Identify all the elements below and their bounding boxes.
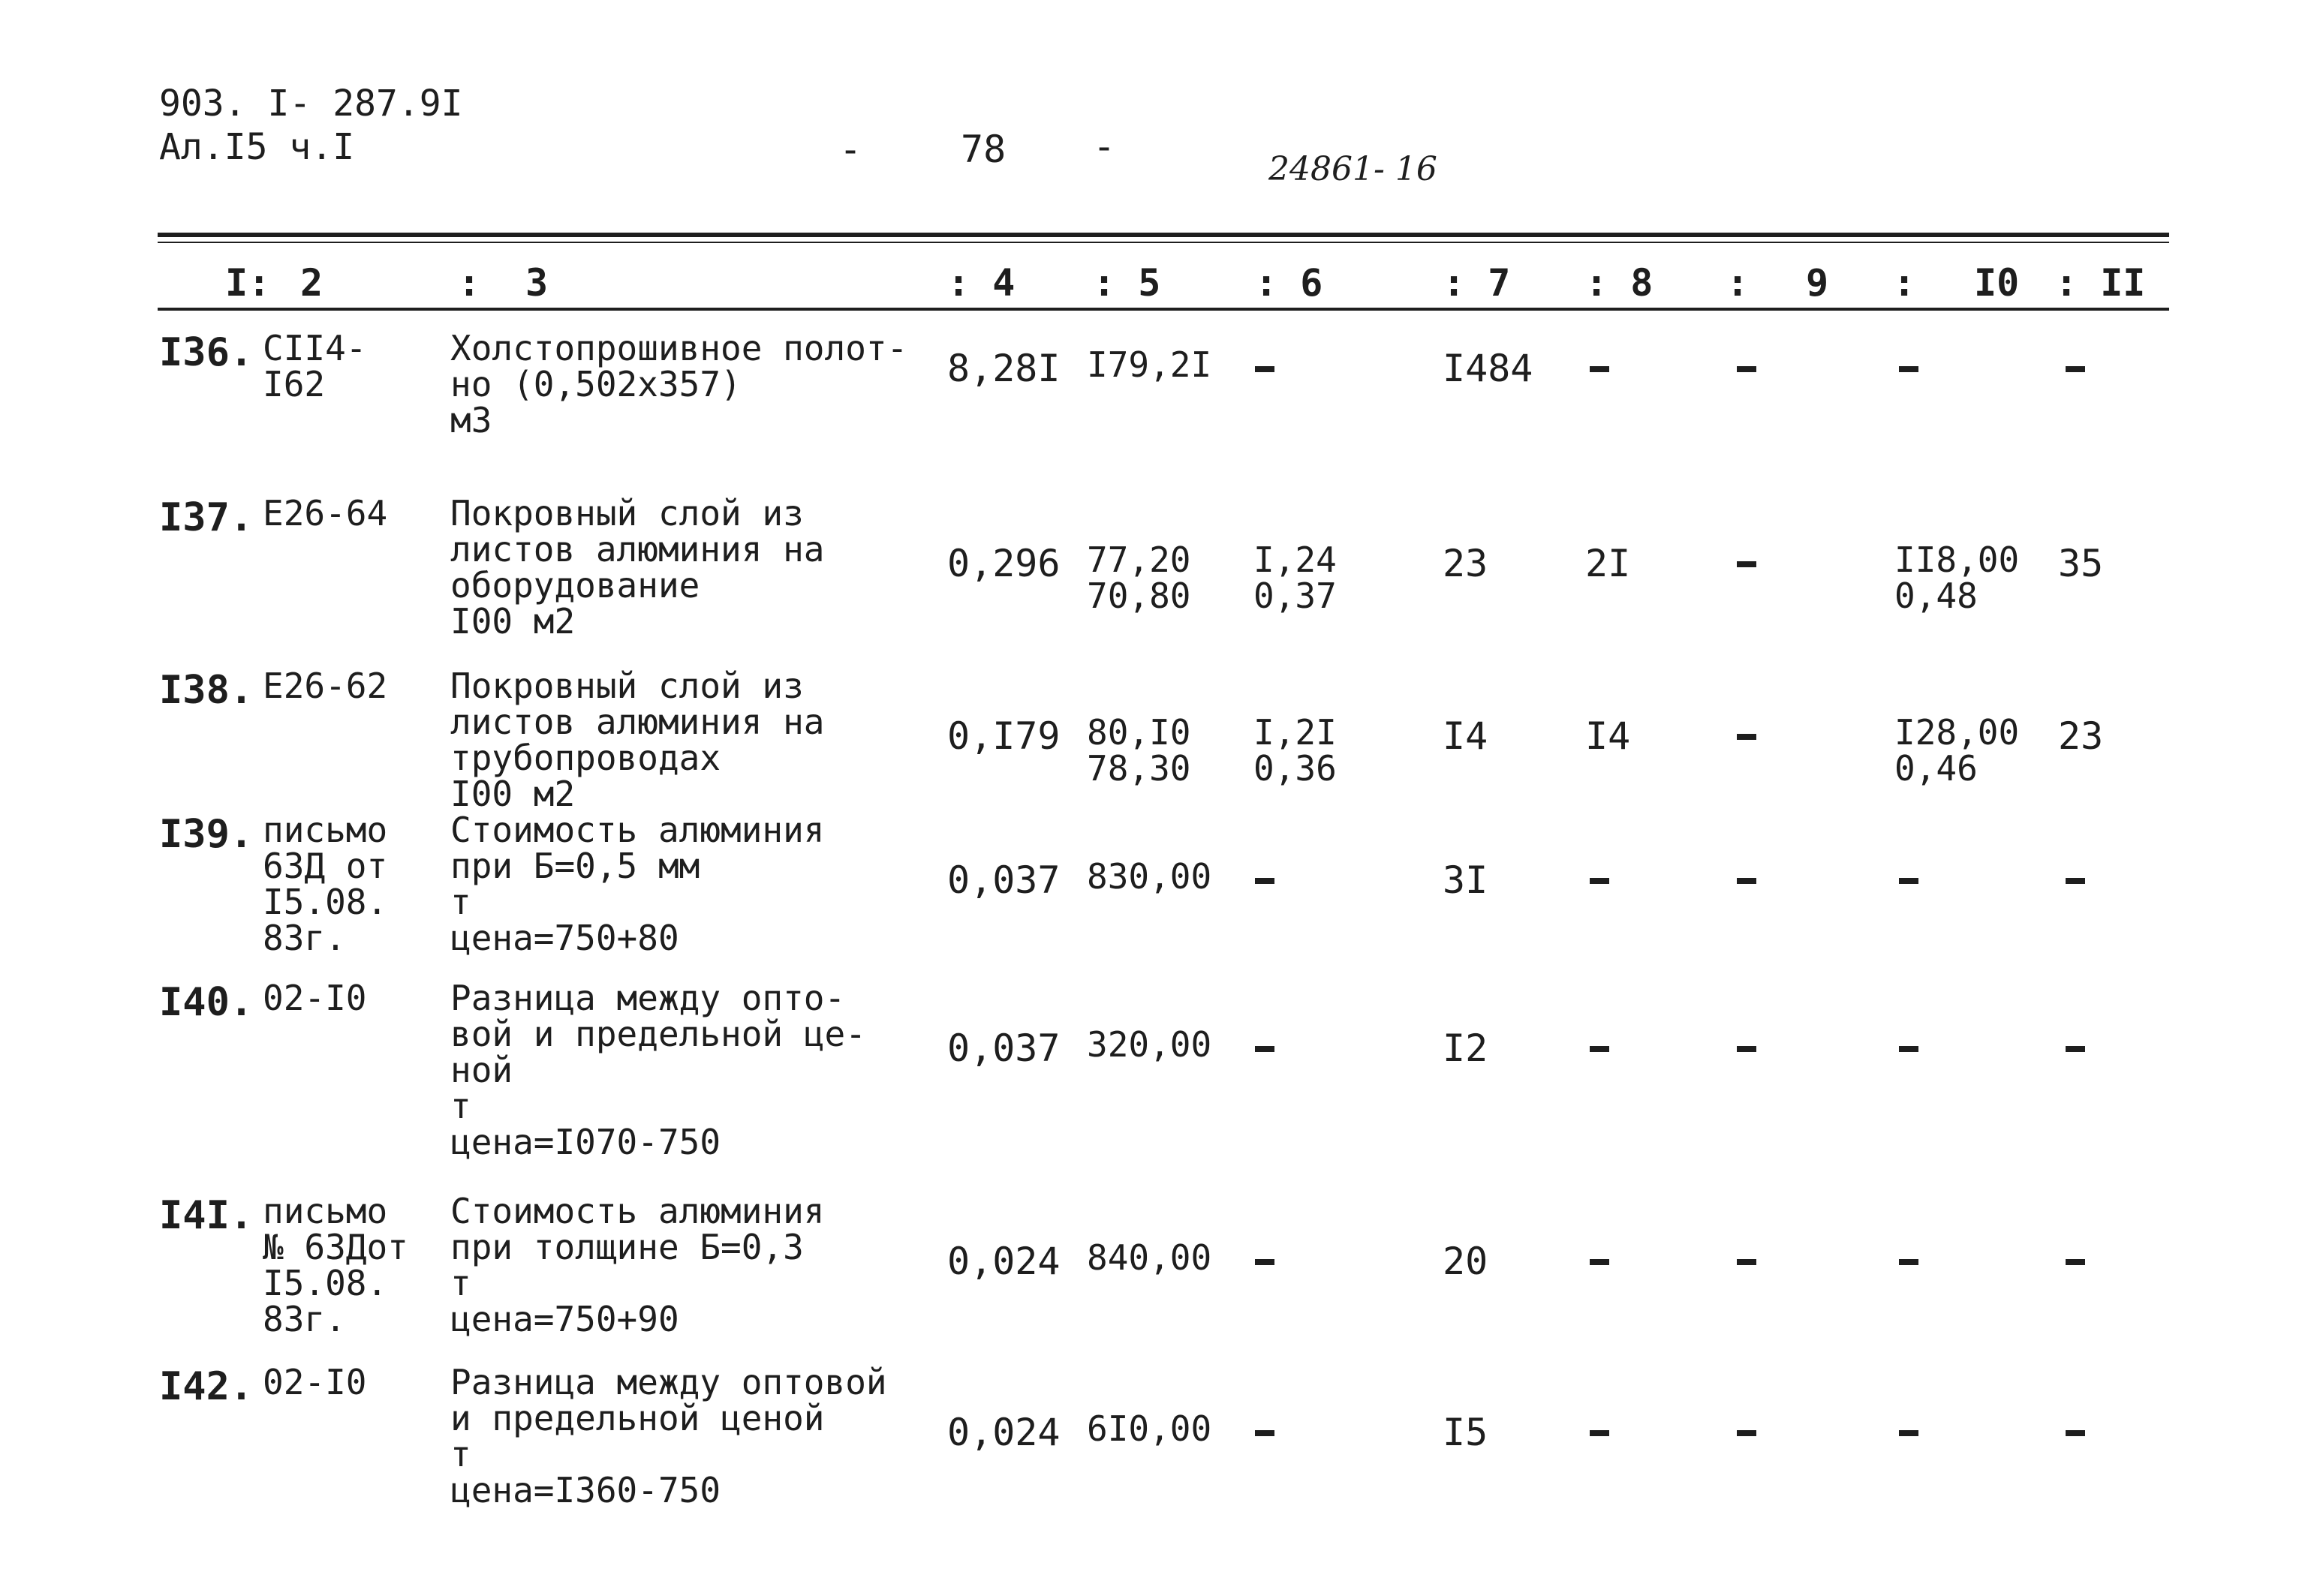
work-description	[450, 668, 825, 812]
empty-value-dash	[2066, 878, 2085, 884]
col-7-header: : 7	[1443, 261, 1511, 305]
norm-code-line: I5.08.	[263, 882, 388, 922]
empty-value-dash	[1737, 734, 1756, 740]
work-description	[450, 1364, 887, 1508]
row-number: I36.	[159, 330, 254, 375]
col-5-header: : 5	[1093, 261, 1161, 305]
col-10-header: I0	[1974, 261, 2020, 305]
work-description-line: и предельной ценой	[450, 1398, 825, 1438]
work-description-line: цена=750+90	[450, 1299, 679, 1339]
empty-value-dash	[1899, 1430, 1918, 1436]
document-code: 903. I- 287.9I	[159, 83, 463, 125]
total-cost: I5	[1443, 1411, 1488, 1454]
header-dash-left: -	[839, 128, 862, 171]
col-sep: :	[1893, 261, 1916, 305]
empty-value-dash	[1737, 561, 1756, 567]
unit-cost	[1087, 712, 1191, 789]
col-6-value-line: I,2I	[1253, 712, 1337, 753]
unit-cost	[1087, 1237, 1212, 1278]
col-6-value	[1253, 712, 1337, 789]
col-10-value-line: 0,46	[1894, 748, 1978, 789]
work-description-line: Холстопрошивное полот-	[450, 328, 908, 368]
empty-value-dash	[1590, 1430, 1609, 1436]
empty-value-dash	[1590, 1259, 1609, 1265]
work-description-line: Разница между оптовой	[450, 1362, 887, 1402]
work-description-line: ной	[450, 1050, 513, 1090]
norm-code-line: E26-64	[263, 493, 388, 534]
col-10-value-line: I28,00	[1894, 712, 2020, 753]
quantity: 0,296	[947, 542, 1061, 585]
norm-code-line: 83г.	[263, 1299, 346, 1339]
total-cost: 23	[1443, 542, 1488, 585]
work-description	[450, 330, 907, 438]
empty-value-dash	[1255, 1430, 1274, 1436]
total-cost: 3I	[1443, 858, 1488, 902]
work-description-line: I00 м2	[450, 774, 576, 814]
work-description-line: т	[450, 1434, 471, 1474]
col-8-value: 2I	[1585, 542, 1631, 585]
total-cost: 20	[1443, 1240, 1488, 1283]
header-dash-right: -	[1093, 125, 1116, 168]
col-sep: :	[458, 261, 481, 305]
norm-code-line: 02-I0	[263, 1362, 367, 1402]
work-description-line: I00 м2	[450, 601, 576, 642]
work-description-line: трубопроводах	[450, 738, 721, 778]
col-6-value-line: 0,36	[1253, 748, 1337, 789]
norm-code-line: I5.08.	[263, 1263, 388, 1303]
quantity: 0,024	[947, 1240, 1061, 1283]
work-description-line: цена=I360-750	[450, 1470, 721, 1510]
unit-cost-line: 70,80	[1087, 576, 1191, 616]
work-description-line: при толщине Б=0,3	[450, 1227, 804, 1267]
unit-cost-line: 830,00	[1087, 856, 1212, 897]
empty-value-dash	[1899, 1046, 1918, 1052]
unit-cost-line: 6I0,00	[1087, 1408, 1212, 1449]
norm-code-line: письмо	[263, 810, 388, 850]
col-3-header: 3	[525, 261, 549, 305]
quantity: 0,037	[947, 1026, 1061, 1070]
col-6-value	[1253, 542, 1337, 614]
row-number: I42.	[159, 1364, 254, 1409]
norm-code	[263, 1193, 408, 1337]
empty-value-dash	[1737, 878, 1756, 884]
col-6-value-line: 0,37	[1253, 576, 1337, 616]
header-bottom-rule	[158, 308, 2169, 311]
unit-cost	[1087, 1024, 1212, 1065]
quantity: 8,28I	[947, 347, 1061, 390]
col-10-value-line: II8,00	[1894, 540, 2020, 580]
empty-value-dash	[1899, 878, 1918, 884]
work-description-line: Разница между опто-	[450, 978, 846, 1018]
unit-cost-line: 77,20	[1087, 540, 1191, 580]
empty-value-dash	[1255, 1046, 1274, 1052]
work-description-line: т	[450, 1263, 471, 1303]
work-description-line: листов алюминия на	[450, 702, 825, 742]
norm-code	[263, 493, 388, 534]
empty-value-dash	[1737, 1430, 1756, 1436]
total-cost: I2	[1443, 1026, 1488, 1070]
empty-value-dash	[1737, 1259, 1756, 1265]
total-cost: I4	[1443, 714, 1488, 758]
norm-code-line: E26-62	[263, 666, 388, 706]
norm-code	[263, 330, 366, 402]
col-10-value-line: 0,48	[1894, 576, 1978, 616]
work-description-line: цена=I070-750	[450, 1122, 721, 1162]
quantity: 0,037	[947, 858, 1061, 902]
empty-value-dash	[1590, 1046, 1609, 1052]
unit-cost-line: I79,2I	[1087, 344, 1212, 385]
col-6-value-line: I,24	[1253, 540, 1337, 580]
work-description-line: Стоимость алюминия	[450, 1191, 825, 1231]
unit-cost	[1087, 1408, 1212, 1449]
empty-value-dash	[1737, 366, 1756, 372]
work-description-line: Стоимость алюминия	[450, 810, 825, 850]
work-description-line: т	[450, 1086, 471, 1126]
norm-code-line: CII4-	[263, 328, 367, 368]
norm-code-line: 83г.	[263, 918, 346, 958]
col-8-value: I4	[1585, 714, 1631, 758]
row-number: I39.	[159, 812, 254, 857]
sheet-code: Ал.I5 ч.I	[159, 126, 355, 168]
empty-value-dash	[1590, 878, 1609, 884]
col-11-header: : II	[2055, 261, 2146, 305]
work-description-line: но (0,502х357)	[450, 364, 742, 404]
work-description	[450, 812, 825, 956]
handwritten-reference: 24861- 16	[1268, 150, 1437, 188]
empty-value-dash	[1255, 1259, 1274, 1265]
total-cost: I484	[1443, 347, 1533, 390]
col-6-header: : 6	[1255, 261, 1323, 305]
norm-code	[263, 1364, 366, 1400]
quantity: 0,I79	[947, 714, 1061, 758]
page-number: 78	[961, 128, 1007, 171]
empty-value-dash	[2066, 366, 2085, 372]
col-2-header: 2	[300, 261, 323, 305]
unit-cost-line: 78,30	[1087, 748, 1191, 789]
empty-value-dash	[1899, 366, 1918, 372]
empty-value-dash	[2066, 1046, 2085, 1052]
empty-value-dash	[1899, 1259, 1918, 1265]
col-8-header: : 8	[1585, 261, 1654, 305]
work-description-line: вой и предельной це-	[450, 1014, 866, 1054]
row-number: I37.	[159, 495, 254, 540]
col-4-header: : 4	[947, 261, 1016, 305]
norm-code-line: I62	[263, 364, 326, 404]
unit-cost-line: 320,00	[1087, 1024, 1212, 1065]
empty-value-dash	[2066, 1430, 2085, 1436]
work-description-line: листов алюминия на	[450, 529, 825, 570]
norm-code-line: 63Д от	[263, 846, 388, 886]
work-description	[450, 980, 866, 1160]
empty-value-dash	[2066, 1259, 2085, 1265]
work-description-line: оборудование	[450, 565, 700, 606]
top-double-rule	[158, 233, 2169, 237]
col-sep: :	[1726, 261, 1750, 305]
row-number: I40.	[159, 980, 254, 1025]
empty-value-dash	[1255, 878, 1274, 884]
quantity: 0,024	[947, 1411, 1061, 1454]
col-11-value: 35	[2058, 542, 2104, 585]
work-description	[450, 493, 825, 642]
work-description-line: при Б=0,5 мм	[450, 846, 700, 886]
unit-cost	[1087, 542, 1190, 614]
norm-code	[263, 668, 387, 704]
norm-code	[263, 980, 366, 1016]
unit-cost	[1087, 344, 1212, 385]
row-number: I4I.	[159, 1193, 254, 1238]
work-description-line: т	[450, 882, 471, 922]
col-10-value	[1894, 712, 2020, 789]
work-description-line: цена=750+80	[450, 918, 679, 958]
col-10-value	[1894, 542, 2019, 614]
work-description-line: м3	[450, 400, 492, 440]
norm-code-line: № 63Дот	[263, 1227, 408, 1267]
work-description-line: Покровный слой из	[450, 666, 804, 706]
empty-value-dash	[1590, 366, 1609, 372]
row-number: I38.	[159, 668, 254, 713]
col-9-header: 9	[1806, 261, 1829, 305]
unit-cost-line: 840,00	[1087, 1237, 1212, 1278]
col-1-header: I:	[225, 261, 271, 305]
unit-cost-line: 80,I0	[1087, 712, 1191, 753]
work-description	[450, 1193, 825, 1337]
norm-code-line: письмо	[263, 1191, 388, 1231]
top-thin-rule	[158, 242, 2169, 243]
unit-cost	[1087, 856, 1212, 897]
empty-value-dash	[1255, 366, 1274, 372]
norm-code	[263, 812, 387, 956]
work-description-line: Покровный слой из	[450, 493, 804, 534]
col-11-value: 23	[2058, 714, 2104, 758]
norm-code-line: 02-I0	[263, 978, 367, 1018]
empty-value-dash	[1737, 1046, 1756, 1052]
